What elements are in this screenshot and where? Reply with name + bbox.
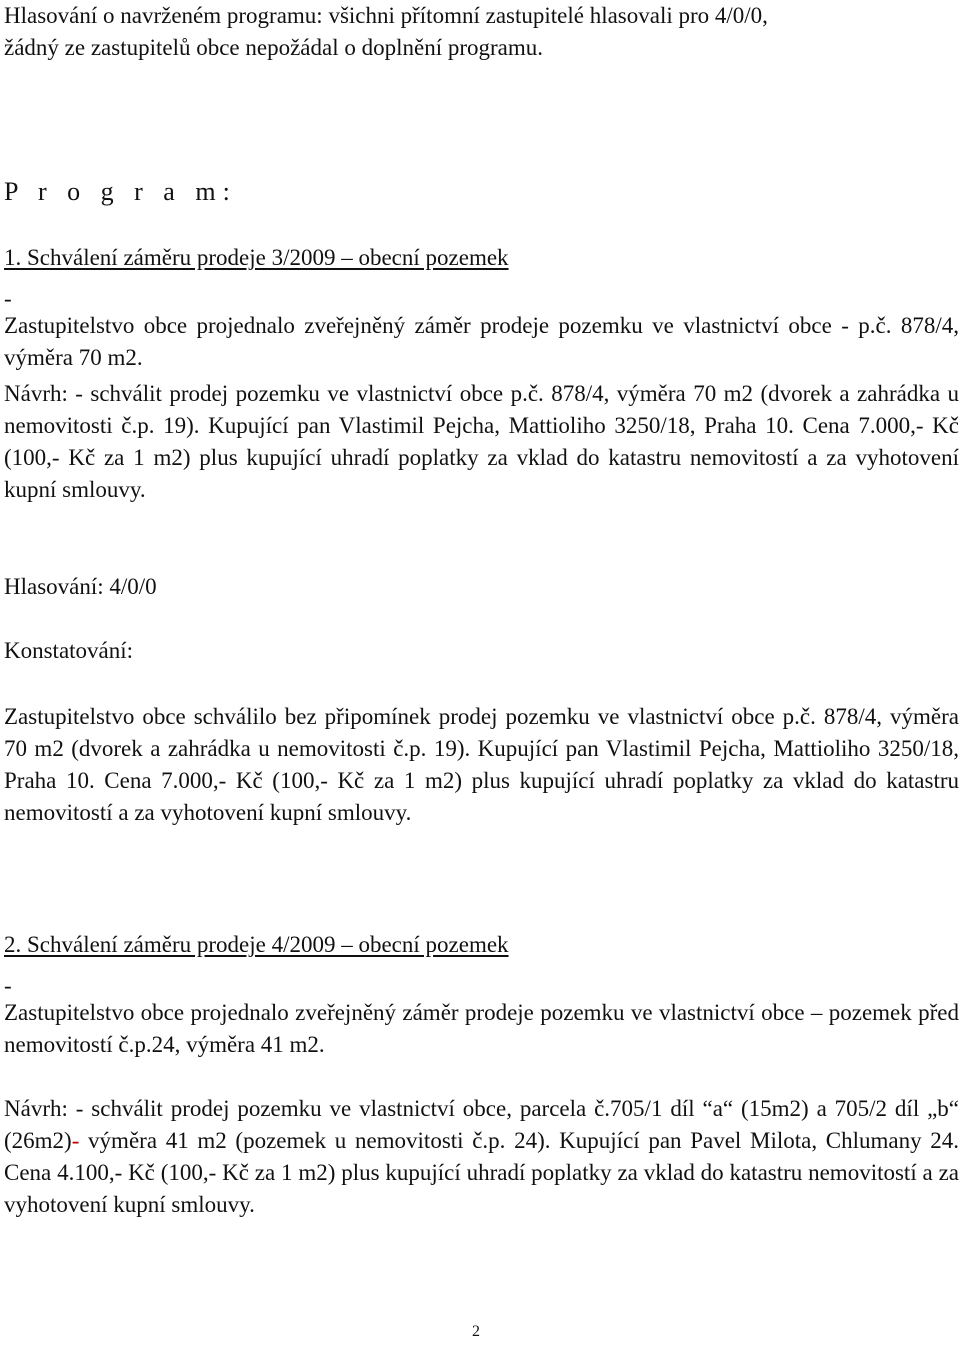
- intro-vote-line-1: Hlasování o navrženém programu: všichni přítomní zastupitelé hlasovali pro 4/0/0,: [4, 3, 768, 28]
- item-2-proposal-part-2: výměra 41 m2 (pozemek u nemovitosti č.p. 24). Kupující pan Pavel Milota, Chlumany 24. Cena 4.100,- Kč (100,- Kč za 1 m2) plus kupující uhradí poplatky za vklad do katastru nemovitostí a za vyhotovení kupní smlouvy.: [4, 1128, 959, 1217]
- item-2-heading: 2. Schválení záměru prodeje 4/2009 – obecní pozemek: [4, 932, 509, 957]
- item-2-proposal-part-1: Návrh: - schválit prodej pozemku ve vlastnictví obce, parcela č.705/1 díl “a“ (15m2) a 705/2 díl „b“ (26m2): [4, 1096, 959, 1153]
- item-1-finding-label: Konstatování:: [4, 638, 134, 663]
- item-2-intro: Zastupitelstvo obce projednalo zveřejněný záměr prodeje pozemku ve vlastnictví obce – pozemek před nemovitostí č.p.24, výměra 41 m2.: [4, 1000, 959, 1057]
- item-1-intro: Zastupitelstvo obce projednalo zveřejněný záměr prodeje pozemku ve vlastnictví obce - p.č. 878/4, výměra 70 m2.: [4, 313, 959, 370]
- item-2-proposal: [4, 1093, 959, 1221]
- intro-vote-line-2: žádný ze zastupitelů obce nepožádal o doplnění programu.: [4, 35, 544, 60]
- item-1-heading: 1. Schválení záměru prodeje 3/2009 – obecní pozemek: [4, 245, 509, 270]
- item-1-dash: -: [4, 286, 12, 311]
- item-1-vote: Hlasování: 4/0/0: [4, 574, 157, 599]
- item-1-finding: Zastupitelstvo obce schválilo bez připomínek prodej pozemku ve vlastnictví obce p.č. 878/4, výměra 70 m2 (dvorek a zahrádka u nemovitosti č.p. 19). Kupující pan Vlastimil Pejcha, Mattioliho 3250/18, Praha 10. Cena 7.000,- Kč (100,- Kč za 1 m2) plus kupující uhradí poplatky za vklad do katastru nemovitostí a za vyhotovení kupní smlouvy.: [4, 704, 959, 825]
- item-1-proposal: Návrh: - schválit prodej pozemku ve vlastnictví obce p.č. 878/4, výměra 70 m2 (dvorek a zahrádka u nemovitosti č.p. 19). Kupující pan Vlastimil Pejcha, Mattioliho 3250/18, Praha 10. Cena 7.000,- Kč (100,- Kč za 1 m2) plus kupující uhradí poplatky za vklad do katastru nemovitostí a za vyhotovení kupní smlouvy.: [4, 381, 959, 502]
- page-number: 2: [472, 1323, 480, 1340]
- item-2-dash: -: [4, 973, 12, 998]
- item-2-proposal-red-dash: -: [71, 1128, 80, 1153]
- program-heading: P r o g r a m:: [4, 177, 237, 206]
